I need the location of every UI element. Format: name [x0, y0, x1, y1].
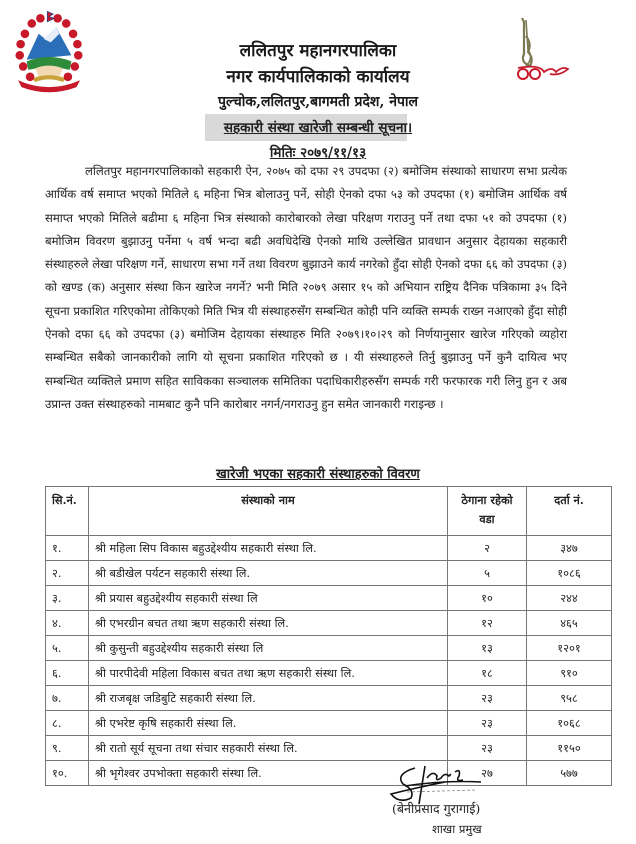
- cell-ward: १३: [448, 636, 527, 661]
- cell-reg-no: १०६८: [527, 711, 612, 736]
- org-name: ललितपुर महानगरपालिका: [239, 41, 397, 61]
- table-row: [46, 611, 612, 636]
- cell-name: श्री कुसुन्ती बहुउद्देश्यीय सहकारी संस्था लि: [89, 636, 448, 661]
- table-row: [46, 536, 612, 561]
- col-serial: सि.नं.: [46, 487, 89, 536]
- table-title: खारेजी भएका सहकारी संस्थाहरुको विवरण: [216, 467, 420, 482]
- cell-reg-no: १०८६: [527, 561, 612, 586]
- notice-body: ललितपुर महानगरपालिकाको सहकारी ऐन, २०७५ को दफा २९ उपदफा (२) बमोजिम संस्थाको साधारण सभा प्रत्येक आर्थिक वर्ष समाप्त भएको मितिले ६ महिना भित्र बोलाउनु पर्ने, सोही ऐनको दफा ५३ को उपदफा (१) बमोजिम आर्थिक वर्ष समाप्त भएको मितिले बढीमा ६ महिना भित्र संस्थाको कारोबारको लेखा परिक्षण गराउनु पर्ने तथा दफा ५१ को उपदफा (१) बमोजिम विवरण बुझाउनु पर्नेमा ५ वर्ष भन्दा बढी अवधिदेखि ऐनको माथि उल्लेखित प्रावधान अनुसार देहायका सहकारी संस्थाहरुले लेखा परिक्षण गर्ने, साधारण सभा गर्ने तथा विवरण बुझाउने कार्य नगरेको हुँदा सोही ऐनको दफा ६६ को उपदफा (३) को खण्ड (क) अनुसार संस्था किन खारेज नगर्ने? भनी मिति २०७९ असार १५ को अभियान राष्ट्रिय दैनिक पत्रिकामा ३५ दिने सूचना प्रकाशित गरिएकोमा तोकिएको मिति भित्र यी संस्थाहरुसँग सम्बन्धित कोही पनि व्यक्ति सम्पर्क राख्न नआएको हुँदा सोही ऐनको दफा ६६ को उपदफा (३) बमोजिम देहायका संस्थाहरु मिति २०७९।१०।२९ को निर्णयानुसार खारेज गरिएको व्यहोरा सम्बन्धित सबैको जानकारीको लागि यो सूचना प्रकाशित गरिएको छ । यी संस्थाहरुले तिर्नु बुझाउनु पर्ने कुनै दायित्व भए सम्बन्धित व्यक्तिले प्रमाण सहित साविकका सञ्चालक समितिका पदाधिकारीहरुसँग सम्पर्क गरी फरफारक गरी लिनु हुन र अब उप्रान्त उक्त संस्थाहरुको नामबाट कुनै पनि कारोबार नगर्न/नगराउनु हुन समेत जानकारी गराइन्छ ।: [45, 164, 567, 411]
- table-row: [46, 711, 612, 736]
- cell-serial: १०.: [46, 761, 89, 786]
- col-reg-no: दर्ता नं.: [527, 487, 612, 536]
- col-ward: ठेगाना रहेको वडा: [448, 487, 527, 536]
- cell-ward: २: [448, 536, 527, 561]
- table-row: [46, 661, 612, 686]
- cell-serial: ३.: [46, 586, 89, 611]
- table-row: [46, 586, 612, 611]
- cell-name: श्री रातो सूर्य सूचना तथा संचार सहकारी संस्था लि.: [89, 736, 448, 761]
- cell-serial: ४.: [46, 611, 89, 636]
- cell-serial: ९.: [46, 736, 89, 761]
- cell-reg-no: ९१०: [527, 661, 612, 686]
- table-body: [46, 536, 612, 786]
- cell-reg-no: ११५०: [527, 736, 612, 761]
- cell-name: श्री राजबृक्ष जडिबुटि सहकारी संस्था लि.: [89, 686, 448, 711]
- cell-reg-no: ३४७: [527, 536, 612, 561]
- table-row: [46, 561, 612, 586]
- cell-ward: २३: [448, 686, 527, 711]
- cell-name: श्री प्रयास बहुउद्देश्यीय सहकारी संस्था लि: [89, 586, 448, 611]
- cell-serial: ८.: [46, 711, 89, 736]
- signature-mark: [385, 760, 495, 805]
- table-row: [46, 761, 612, 786]
- table-row: [46, 736, 612, 761]
- cell-reg-no: ९५८: [527, 686, 612, 711]
- cell-ward: २७: [448, 761, 527, 786]
- cell-name: श्री एभरेष्ट कृषि सहकारी संस्था लि.: [89, 711, 448, 736]
- cell-reg-no: २४४: [527, 586, 612, 611]
- cell-ward: २३: [448, 736, 527, 761]
- cell-ward: २३: [448, 711, 527, 736]
- office-name: नगर कार्यपालिकाको कार्यालय: [226, 67, 410, 87]
- cell-serial: ७.: [46, 686, 89, 711]
- office-address: पुल्चोक,ललितपुर,बागमती प्रदेश, नेपाल: [217, 94, 419, 110]
- cell-name: श्री भृगेश्वर उपभोक्ता सहकारी संस्था लि.: [89, 761, 448, 786]
- cell-name: श्री एभरग्रीन बचत तथा ऋण सहकारी संस्था लि.: [89, 611, 448, 636]
- cell-ward: १२: [448, 611, 527, 636]
- cell-serial: ६.: [46, 661, 89, 686]
- notice-date: मितिः २०७९/११/१३: [269, 145, 367, 161]
- table-row: [46, 686, 612, 711]
- cell-serial: १.: [46, 536, 89, 561]
- table-header-row: [46, 487, 612, 536]
- cell-ward: १८: [448, 661, 527, 686]
- cell-reg-no: ५७७: [527, 761, 612, 786]
- cell-name: श्री महिला सिप विकास बहुउद्देश्यीय सहकारी संस्था लि.: [89, 536, 448, 561]
- cell-name: श्री पारपीदेवी महिला विकास बचत तथा ऋण सहकारी संस्था लि.: [89, 661, 448, 686]
- cell-ward: ५: [448, 561, 527, 586]
- cell-reg-no: ४६५: [527, 611, 612, 636]
- col-name: संस्थाको नाम: [89, 487, 448, 536]
- cell-name: श्री बडीखेल पर्यटन सहकारी संस्था लि.: [89, 561, 448, 586]
- cell-serial: ५.: [46, 636, 89, 661]
- dissolved-cooperatives-table: [45, 486, 612, 786]
- cell-serial: २.: [46, 561, 89, 586]
- signatory-name: (बेनीप्रसाद गुरागाई): [392, 801, 481, 816]
- cell-ward: १०: [448, 586, 527, 611]
- cell-reg-no: १२०१: [527, 636, 612, 661]
- table-row: [46, 636, 612, 661]
- notice-subject: सहकारी संस्था खारेजी सम्बन्धी सूचना।: [223, 120, 413, 136]
- signatory-title: शाखा प्रमुख: [432, 822, 482, 836]
